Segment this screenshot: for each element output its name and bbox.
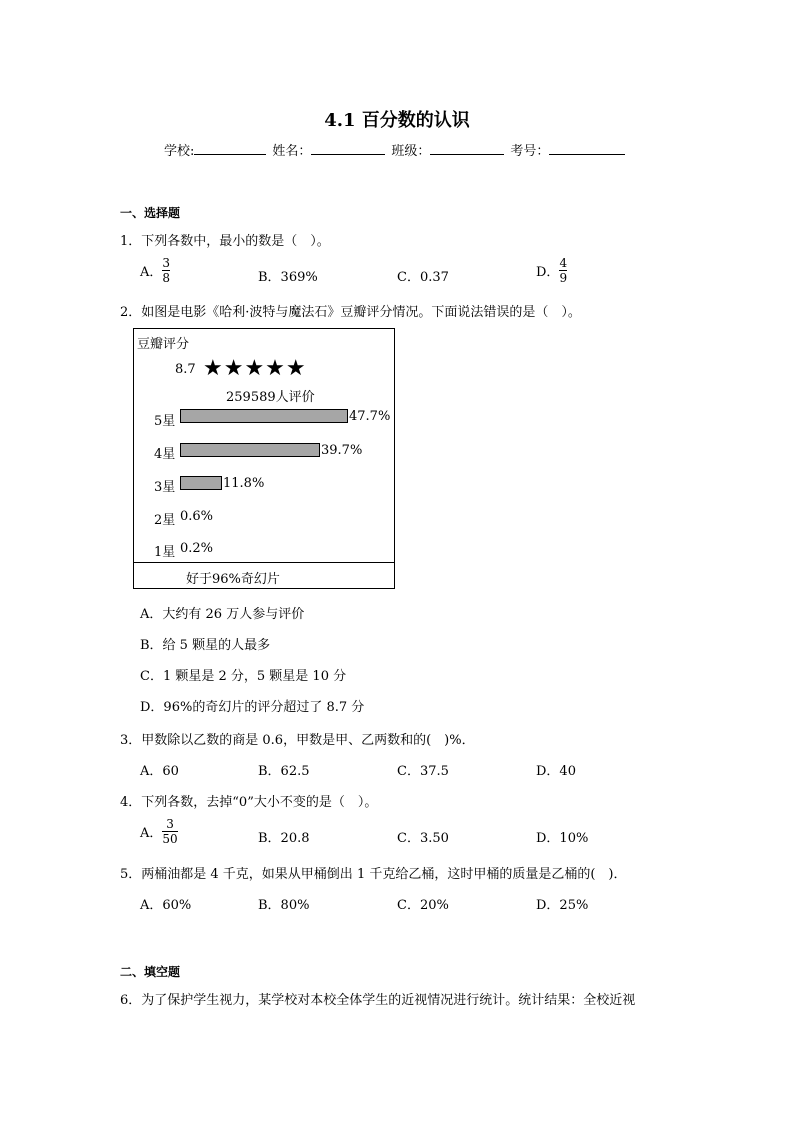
rating-percent: 39.7% bbox=[321, 443, 363, 458]
section-fill-heading: 二、填空题 bbox=[120, 965, 181, 979]
rating-heading: 豆瓣评分 bbox=[137, 337, 190, 352]
rating-count: 259589人评价 bbox=[226, 390, 315, 405]
question-3-stem: 3．甲数除以乙数的商是 0.6，甲数是甲、乙两数和的( )%． bbox=[120, 733, 475, 748]
rating-bar bbox=[180, 443, 320, 457]
rating-row-label: 1星 bbox=[154, 545, 176, 560]
name-label: 姓名： bbox=[272, 144, 312, 159]
fraction: $\frac{3}{8}$ bbox=[162, 256, 171, 285]
question-4-stem: 4．下列各数，去掉“0”大小不变的是（ ）。 bbox=[120, 795, 378, 810]
fraction: $\frac{4}{9}$ bbox=[559, 256, 568, 285]
rating-percent: 0.6% bbox=[180, 509, 214, 524]
student-info-row bbox=[164, 140, 631, 159]
page-title: 4.1 百分数的认识 bbox=[324, 110, 470, 131]
rating-footer-text: 好于96%奇幻片 bbox=[186, 572, 280, 587]
q1-option-c[interactable]: C．0.37 bbox=[397, 270, 449, 285]
section-choice-heading: 一、选择题 bbox=[120, 206, 181, 220]
rating-footer bbox=[134, 562, 394, 588]
q4-option-a[interactable]: A． $\frac{3}{50}$ bbox=[140, 817, 178, 846]
school-label: 学校: bbox=[164, 144, 195, 159]
rating-percent: 0.2% bbox=[180, 541, 214, 556]
rating-percent: 47.7% bbox=[349, 409, 391, 424]
q4-option-c[interactable]: C．3.50 bbox=[397, 831, 449, 846]
fraction: $\frac{3}{50}$ bbox=[162, 817, 178, 846]
q1-option-a[interactable]: A． $\frac{3}{8}$ bbox=[140, 256, 171, 285]
star-rating-icon: ★★★★★ bbox=[203, 356, 307, 381]
number-label: 考号： bbox=[510, 144, 550, 159]
question-6-stem: 6．为了保护学生视力，某学校对本校全体学生的近视情况进行统计。统计结果：全校近视 bbox=[120, 993, 636, 1008]
rating-score: 8.7 bbox=[175, 362, 196, 377]
q3-option-b[interactable]: B．62.5 bbox=[258, 764, 310, 779]
number-blank[interactable] bbox=[549, 140, 625, 155]
q5-option-b[interactable]: B．80% bbox=[258, 898, 310, 913]
question-2-stem: 2．如图是电影《哈利·波特与魔法石》豆瓣评分情况。下面说法错误的是（ ）。 bbox=[120, 305, 581, 320]
q3-option-d[interactable]: D．40 bbox=[536, 764, 576, 779]
q3-option-a[interactable]: A．60 bbox=[140, 764, 179, 779]
q4-option-b[interactable]: B．20.8 bbox=[258, 831, 310, 846]
rating-row-label: 5星 bbox=[154, 414, 176, 429]
q2-option-b[interactable]: B．给 5 颗星的人最多 bbox=[140, 638, 271, 653]
name-blank[interactable] bbox=[311, 140, 385, 155]
q2-option-d[interactable]: D．96%的奇幻片的评分超过了 8.7 分 bbox=[140, 700, 365, 715]
q2-option-a[interactable]: A．大约有 26 万人参与评价 bbox=[140, 607, 305, 622]
rating-percent: 11.8% bbox=[223, 476, 265, 491]
rating-bar bbox=[180, 409, 348, 423]
q5-option-a[interactable]: A．60% bbox=[140, 898, 192, 913]
rating-row-label: 4星 bbox=[154, 447, 176, 462]
question-5-stem: 5．两桶油都是 4 千克，如果从甲桶倒出 1 千克给乙桶，这时甲桶的质量是乙桶的( )． bbox=[120, 867, 627, 882]
douban-rating-figure bbox=[133, 328, 395, 589]
q5-option-d[interactable]: D．25% bbox=[536, 898, 589, 913]
rating-row-label: 3星 bbox=[154, 480, 176, 495]
q1-option-b[interactable]: B．369% bbox=[258, 270, 318, 285]
q3-option-c[interactable]: C．37.5 bbox=[397, 764, 449, 779]
class-label: 班级： bbox=[391, 144, 431, 159]
q4-option-d[interactable]: D．10% bbox=[536, 831, 589, 846]
rating-row-label: 2星 bbox=[154, 513, 176, 528]
rating-bar bbox=[180, 476, 222, 490]
q1-option-d[interactable]: D． $\frac{4}{9}$ bbox=[536, 256, 568, 285]
question-1-stem: 1．下列各数中，最小的数是（ ）。 bbox=[120, 234, 330, 249]
q5-option-c[interactable]: C．20% bbox=[397, 898, 449, 913]
q2-option-c[interactable]: C．1 颗星是 2 分，5 颗星是 10 分 bbox=[140, 669, 347, 684]
school-blank[interactable] bbox=[194, 140, 266, 155]
class-blank[interactable] bbox=[430, 140, 504, 155]
